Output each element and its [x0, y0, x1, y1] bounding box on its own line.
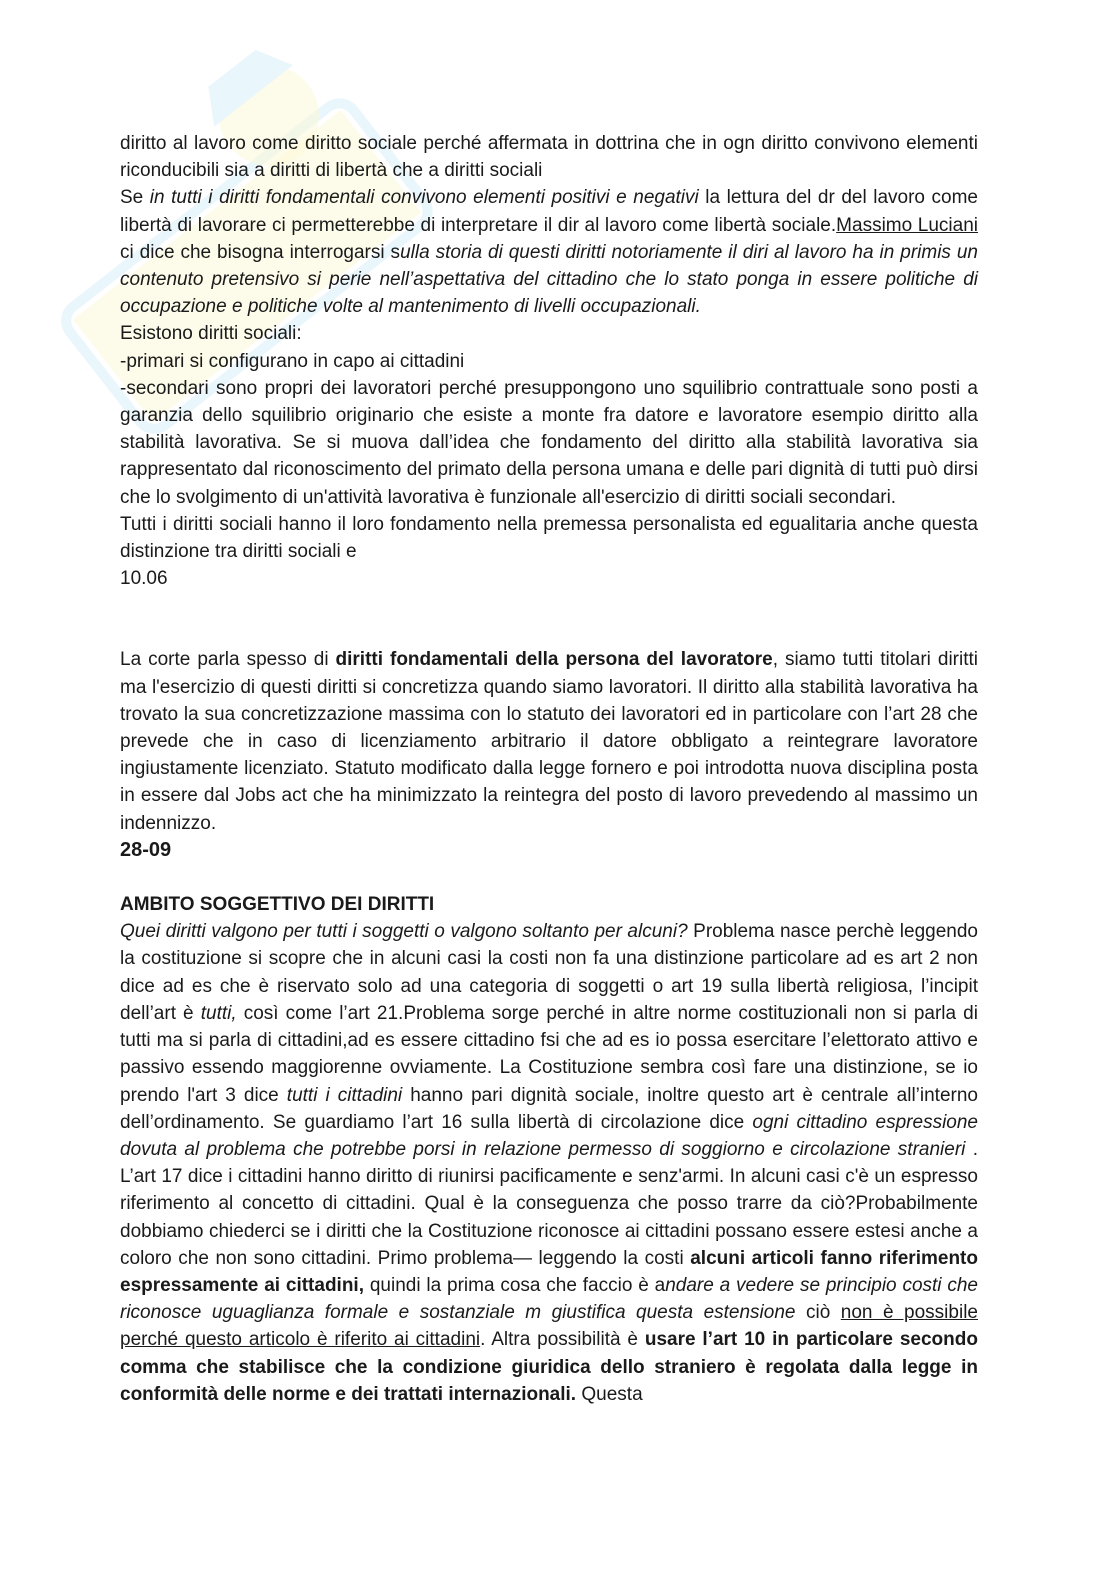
list-item-primari: -primari si configurano in capo ai cittadini: [120, 350, 465, 372]
spacer: [120, 592, 978, 646]
paragraph-luciani: Se in tutti i diritti fondamentali convivono elementi positivi e negativi la lettura del dr del lavoro come libertà di lavorare ci permetterebbe di interpretare il dir al lavoro come libertà sociale.Massimo Luciani ci dice che bisogna interrogarsi sulla storia di questi diritti notoriamente il diri al lavoro ha in primis un contenuto pretensivo si perie nell’aspettativa del cittadino che lo stato ponga in essere politiche di occupazione e politiche volte al mantenimento di livelli occupazionali.: [120, 187, 979, 318]
section-title: AMBITO SOGGETTIVO DEI DIRITTI: [120, 894, 435, 916]
spacer: [120, 864, 978, 891]
date-label-1: 10.06: [120, 568, 168, 590]
list-item-secondari: -secondari sono propri dei lavoratori perché presuppongono uno squilibrio contrattuale sono posti a garanzia dello squilibrio originario che esiste a monte fra datore e lavoratore esempio diritto alla stabilità lavorativa. Se si muova dall’idea che fondamento del diritto alla stabilità lavorativa sia rappresentato dal riconoscimento del primato della persona umana e delle pari dignità di tutti può dirsi che lo svolgimento di un'attività lavorativa è funzionale all'esercizio di diritti sociali secondari.: [120, 377, 978, 508]
document-body: [120, 130, 978, 1408]
date-label-2: 28-09: [120, 838, 172, 861]
paragraph-corte: La corte parla spesso di diritti fondamentali della persona del lavoratore, siamo tutti titolari diritti ma l'esercizio di questi diritti si concretizza quando siamo lavoratori. Il diritto alla stabilità lavorativa ha trovato la sua concretizzazione massima con lo statuto dei lavoratori ed in particolare con l’art 28 che prevede che in caso di licenziamento arbitrario il datore obbligato a reintegrare lavoratore ingiustamente licenziato. Statuto modificato dalla legge fornero e poi introdotta nuova disciplina posta in essere dal Jobs act che ha minimizzato la reintegra del posto di lavoro prevedendo al massimo un indennizzo.: [120, 649, 978, 834]
paragraph-ambito: Quei diritti valgono per tutti i soggetti o valgono soltanto per alcuni? Problema nasce perchè leggendo la costituzione si scopre che in alcuni casi la costi non fa una distinzione particolare ad es art 2 non dice ad es che è riservato solo ad una categoria di soggetti o art 19 sulla libertà religiosa, l’incipit dell’art è tutti, così come l’art 21.Problema sorge perché in altre norme costituzionali non si parla di tutti ma si parla di cittadini,ad es essere cittadino fsi che ad es io possa esercitare l’elettorato attivo e passivo essendo maggiorenne ovviamente. La Costituzione sembra così fare una distinzione, se io prendo l'art 3 dice tutti i cittadini hanno pari dignità sociale, inoltre questo art è centrale all’interno dell’ordinamento. Se guardiamo l’art 16 sulla libertà di circolazione dice ogni cittadino espressione dovuta al problema che potrebbe porsi in relazione permesso di soggiorno e circolazione stranieri . L’art 17 dice i cittadini hanno diritto di riunirsi pacificamente e senz'armi. In alcuni casi c'è un espresso riferimento al concetto di cittadini. Qual è la conseguenza che posso trarre da ciò?Probabilmente dobbiamo chiederci se i diritti che la Costituzione riconosce ai cittadini possano essere estesi anche a coloro che non sono cittadini. Primo problema— leggendo la costi alcuni articoli fanno riferimento espressamente ai cittadini, quindi la prima cosa che faccio è andare a vedere se principio costi che riconosce uguaglianza formale e sostanziale m giustifica questa estensione ciò non è possibile perché questo articolo è riferito ai cittadini. Altra possibilità è usare l’art 10 in particolare secondo comma che stabilisce che la condizione giuridica dello straniero è regolata dalla legge in conformità delle norme e dei trattati internazionali. Questa: [120, 921, 978, 1405]
paragraph-fondamento: Tutti i diritti sociali hanno il loro fondamento nella premessa personalista ed egualitaria anche questa distinzione tra diritti sociali e: [120, 513, 978, 563]
paragraph-list-intro: Esistono diritti sociali:: [120, 323, 302, 345]
paragraph-intro: diritto al lavoro come diritto sociale perché affermata in dottrina che in ogn diritto convivono elementi riconducibili sia a diritti di libertà che a diritti sociali: [120, 133, 978, 182]
